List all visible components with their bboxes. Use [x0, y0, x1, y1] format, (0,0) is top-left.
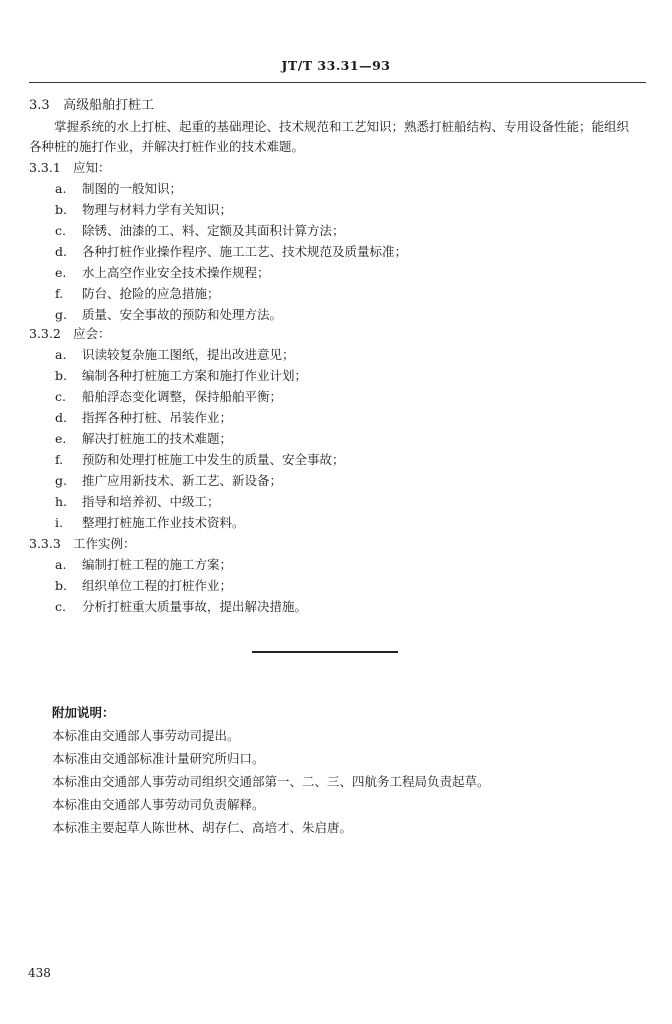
list-text: 预防和处理打桩施工中发生的质量、安全事故；	[82, 452, 345, 467]
list-letter: c.	[55, 223, 66, 238]
list-text: 解决打桩施工的技术难题；	[82, 431, 233, 446]
list-item	[55, 576, 232, 594]
list-item	[55, 555, 232, 573]
list-letter: d.	[55, 244, 67, 259]
notes-title: 附加说明：	[52, 705, 115, 720]
list-text: 质量、安全事故的预防和处理方法。	[82, 307, 283, 322]
list-letter: a.	[55, 181, 67, 196]
list-item	[55, 305, 282, 323]
note-line: 本标准由交通部人事劳动司提出。	[52, 728, 240, 743]
list-text: 分析打桩重大质量事故，提出解决措施。	[82, 599, 308, 614]
list-text: 除锈、油漆的工、料、定额及其面积计算方法；	[82, 223, 345, 238]
list-text: 防台、抢险的应急措施；	[82, 286, 220, 301]
list-text: 识读较复杂施工图纸，提出改进意见；	[82, 347, 295, 362]
list-letter: c.	[55, 599, 66, 614]
list-letter: b.	[55, 368, 67, 383]
list-text: 编制打桩工程的施工方案；	[82, 557, 233, 572]
list-item	[55, 429, 232, 447]
list-text: 组织单位工程的打桩作业；	[82, 578, 233, 593]
list-text: 编制各种打桩施工方案和施打作业计划；	[82, 368, 308, 383]
subsection-number: 3.3.3	[29, 536, 61, 551]
running-header: JT/T 33.31—93	[281, 58, 391, 73]
list-item	[55, 387, 282, 405]
list-item	[55, 179, 182, 197]
subsection-heading	[29, 534, 136, 552]
list-letter: f.	[55, 452, 64, 467]
note-line: 本标准主要起草人陈世林、胡存仁、高培才、朱启唐。	[52, 820, 353, 835]
list-item	[55, 284, 220, 302]
list-text: 指导和培养初、中级工；	[82, 494, 220, 509]
list-letter: g.	[55, 473, 67, 488]
list-text: 船舶浮态变化调整，保持船舶平衡；	[82, 389, 283, 404]
list-item	[55, 597, 307, 615]
list-letter: a.	[55, 557, 67, 572]
section-number: 3.3	[29, 98, 50, 113]
list-letter: a.	[55, 347, 67, 362]
list-letter: g.	[55, 307, 67, 322]
list-item	[55, 263, 270, 281]
section-heading	[29, 94, 154, 113]
list-letter: b.	[55, 202, 67, 217]
list-item	[55, 450, 345, 468]
list-item	[55, 408, 232, 426]
list-text: 制图的一般知识；	[82, 181, 183, 196]
list-item	[55, 200, 232, 218]
list-text: 推广应用新技术、新工艺、新设备；	[82, 473, 283, 488]
list-item	[55, 366, 307, 384]
subsection-number: 3.3.1	[29, 160, 61, 175]
list-letter: f.	[55, 286, 64, 301]
page-number: 438	[28, 966, 51, 980]
list-letter: d.	[55, 410, 67, 425]
subsection-title: 应会：	[73, 326, 111, 341]
list-item	[55, 471, 282, 489]
subsection-heading	[29, 158, 111, 176]
note-line: 本标准由交通部标准计量研究所归口。	[52, 751, 265, 766]
list-text: 物理与材料力学有关知识；	[82, 202, 233, 217]
note-line: 本标准由交通部人事劳动司组织交通部第一、二、三、四航务工程局负责起草。	[52, 774, 490, 789]
list-letter: h.	[55, 494, 68, 509]
list-letter: e.	[55, 431, 67, 446]
subsection-title: 应知：	[73, 160, 111, 175]
list-letter: b.	[55, 578, 67, 593]
section-title: 高级船舶打桩工	[63, 98, 155, 113]
list-item	[55, 221, 345, 239]
list-text: 指挥各种打桩、吊装作业；	[82, 410, 233, 425]
end-rule	[252, 651, 398, 653]
list-item	[55, 345, 295, 363]
list-text: 水上高空作业安全技术操作规程；	[82, 265, 270, 280]
note-line: 本标准由交通部人事劳动司负责解释。	[52, 797, 265, 812]
list-letter: i.	[55, 515, 63, 530]
list-text: 各种打桩作业操作程序、施工工艺、技术规范及质量标准；	[82, 244, 408, 259]
subsection-number: 3.3.2	[29, 326, 61, 341]
header-rule	[29, 82, 646, 83]
subsection-heading	[29, 324, 111, 342]
list-item	[55, 513, 245, 531]
list-item	[55, 492, 220, 510]
intro-paragraph: 掌握系统的水上打桩、起重的基础理论、技术规范和工艺知识；熟悉打桩船结构、专用设备性能；能组织各种桩的施打作业，并解决打桩作业的技术难题。	[29, 119, 630, 154]
list-text: 整理打桩施工作业技术资料。	[82, 515, 245, 530]
list-letter: e.	[55, 265, 67, 280]
section-intro	[29, 117, 629, 157]
list-item	[55, 242, 407, 260]
list-letter: c.	[55, 389, 66, 404]
subsection-title: 工作实例：	[73, 536, 136, 551]
